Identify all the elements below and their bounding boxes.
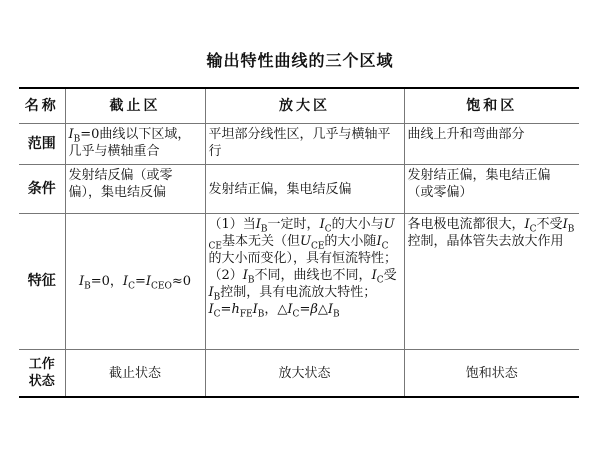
table-row-range — [19, 124, 579, 165]
header-name: 名称 — [19, 88, 65, 124]
header-saturation: 饱和区 — [404, 88, 579, 124]
feature-amplify-text: 的大小随 — [324, 234, 377, 249]
cell-feature-cutoff: $I_B=0$，$I_C=I_{CEO}\approx 0$ — [65, 214, 205, 350]
header-amplify: 放大区 — [205, 88, 404, 124]
feature-saturation-text: 不受 — [536, 217, 563, 232]
cell-range-saturation: 曲线上升和弯曲部分 — [404, 124, 579, 165]
feature-amplify-text: 控制，具有电流放大特性； — [220, 285, 377, 300]
cell-condition-amplify: 发射结正偏，集电结反偏 — [205, 165, 404, 214]
page-title: 输出特性曲线的三个区域 — [206, 51, 394, 70]
row-label-condition: 条件 — [19, 165, 65, 214]
cell-state-saturation: 饱和状态 — [404, 350, 579, 398]
feature-amplify-text: 一定时， — [267, 217, 320, 232]
feature-amplify-text: 受 — [383, 268, 397, 283]
header-cutoff: 截止区 — [65, 88, 205, 124]
cell-state-cutoff: 截止状态 — [65, 350, 205, 398]
cell-state-amplify: 放大状态 — [205, 350, 404, 398]
feature-amplify-text: 基本无关（但 — [221, 234, 300, 249]
cell-condition-saturation: 发射结正偏，集电结正偏（或零偏） — [404, 165, 579, 214]
feature-saturation-text: 控制，晶体管失去放大作用 — [407, 234, 564, 249]
feature-amplify-text: 的大小而变化），具有恒流特性； — [208, 251, 398, 266]
table-row-condition — [19, 165, 579, 214]
cell-feature-amplify: （1）当$I_B$一定时，$I_C$的大小与$U_{CE}$基本无关（但$U_{CE}$的大小随$I_C$的大小而变化），具有恒流特性； $(2)I_B$不同，曲线也不同，$I_C$受$I_B$控制，具有电流放大特性； $I_C=h_{FE}I_B$，$\triangle I_C=\beta\triangle I_B$ — [205, 214, 404, 350]
feature-amplify-text: 的大小与 — [331, 217, 384, 232]
cell-range-amplify: 平坦部分线性区，几乎与横轴平行 — [205, 124, 404, 165]
row-label-state — [19, 350, 65, 398]
feature-amplify-text: 不同，曲线也不同， — [254, 268, 372, 283]
feature-saturation-text: 各电极电流都很大， — [407, 217, 525, 232]
cell-feature-saturation: 各电极电流都很大，$I_C$不受$I_B$控制，晶体管失去放大作用 — [404, 214, 579, 350]
feature-amplify-text: （1）当 — [208, 217, 256, 232]
table-row-feature — [19, 214, 579, 350]
table-header-row — [19, 88, 579, 124]
row-label-state-line: 工作 — [28, 357, 55, 372]
feature-amplify-text: （2） — [208, 268, 243, 283]
row-label-feature: 特征 — [19, 214, 65, 350]
cell-condition-cutoff: 发射结反偏（或零偏），集电结反偏 — [65, 165, 205, 214]
row-label-state-line: 状态 — [28, 374, 55, 389]
row-label-range: 范围 — [19, 124, 65, 165]
cell-range-cutoff: $I_B=0$曲线以下区域，几乎与横轴重合 — [65, 124, 205, 165]
regions-table — [19, 87, 579, 398]
table-row-state — [19, 350, 579, 398]
cell-range-cutoff-text: =0曲线以下区域，几乎与横轴重合 — [68, 127, 191, 159]
